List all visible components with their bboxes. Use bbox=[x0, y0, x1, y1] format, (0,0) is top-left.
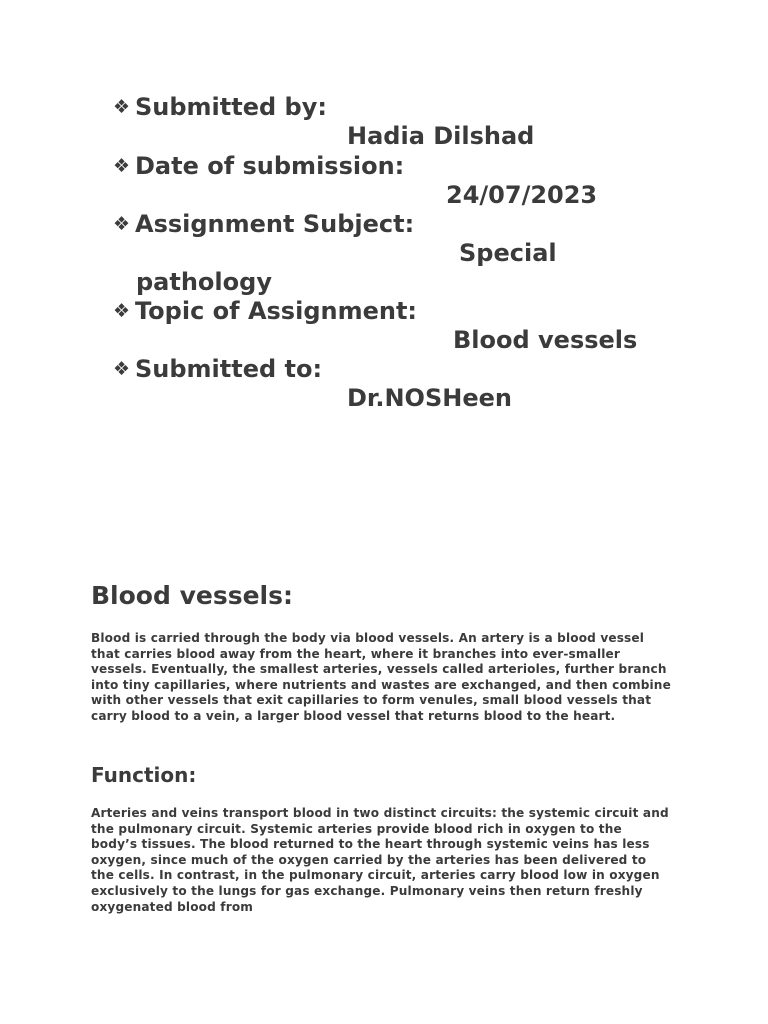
function-heading: Function: bbox=[91, 763, 197, 787]
blood-vessels-heading: Blood vessels: bbox=[91, 581, 293, 610]
diamond-bullet-icon: ❖ bbox=[113, 96, 131, 118]
topic-label: Topic of Assignment: bbox=[135, 297, 418, 325]
diamond-bullet-icon: ❖ bbox=[113, 213, 131, 235]
blood-vessels-paragraph: Blood is carried through the body via blood vessels. An artery is a blood vessel that carries blood away from the heart, where it branches into ever-smaller vessels. Eventually, the smallest arteries, vessels called arterioles, further branch into tiny capillaries, where nutrients and wastes are exchanged, and then combine with other vessels that exit capillaries to form venules, small blood vessels that carry blood to a vein, a larger blood vessel that returns blood to the heart. bbox=[91, 631, 671, 723]
subject-label: Assignment Subject: bbox=[135, 210, 415, 238]
subject-row bbox=[113, 209, 414, 239]
submitted-to-label: Submitted to: bbox=[135, 355, 323, 383]
submitted-to-row bbox=[113, 354, 322, 384]
diamond-bullet-icon: ❖ bbox=[113, 300, 131, 322]
submitted-by-row bbox=[113, 92, 327, 122]
function-paragraph: Arteries and veins transport blood in two distinct circuits: the systemic circuit and the pulmonary circuit. Systemic arteries provide blood rich in oxygen to the body’s tissues. The blood returned to the heart through systemic veins has less oxygen, since much of the oxygen carried by the arteries has been delivered to the cells. In contrast, in the pulmonary circuit, arteries carry blood low in oxygen exclusively to the lungs for gas exchange. Pulmonary veins then return freshly oxygenated blood from bbox=[91, 806, 669, 914]
submitted-by-value: Hadia Dilshad bbox=[347, 122, 535, 150]
submitted-to-value: Dr.NOSHeen bbox=[347, 384, 512, 412]
date-label: Date of submission: bbox=[135, 152, 405, 180]
topic-value: Blood vessels bbox=[453, 326, 638, 354]
submitted-by-label: Submitted by: bbox=[135, 93, 327, 121]
date-value: 24/07/2023 bbox=[446, 181, 598, 209]
subject-value-line1: Special bbox=[459, 239, 557, 267]
topic-row bbox=[113, 296, 417, 326]
diamond-bullet-icon: ❖ bbox=[113, 155, 131, 177]
subject-value-line2: pathology bbox=[136, 268, 272, 296]
date-row bbox=[113, 151, 404, 181]
diamond-bullet-icon: ❖ bbox=[113, 358, 131, 380]
